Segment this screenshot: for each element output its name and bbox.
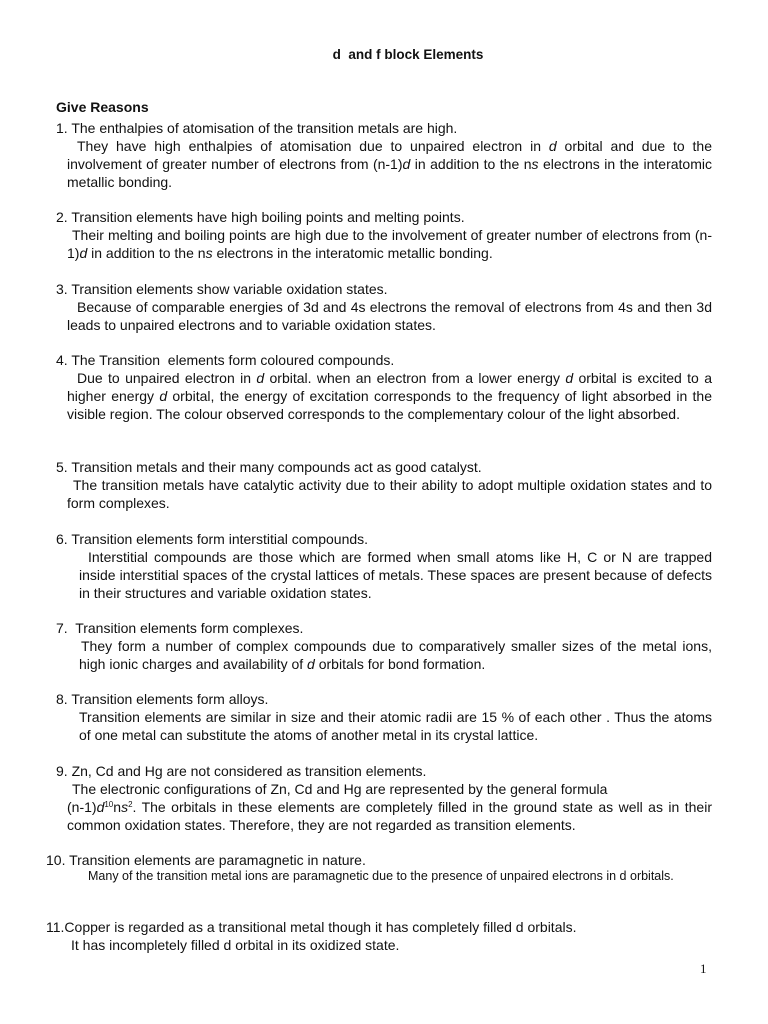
answer-text-run: orbital is excited to a higher energy	[67, 370, 712, 404]
answer-1	[67, 137, 712, 191]
answer-text-run: orbital and due to the involvement of greater number of electrons from (n-1)	[67, 138, 712, 172]
answer-text-run: The electronic configurations of Zn, Cd and Hg are represented by the general formula	[72, 781, 608, 797]
answer-text-run: d	[402, 156, 411, 172]
answer-5	[67, 476, 712, 512]
page-title: d and f block Elements	[332, 47, 484, 62]
answer-3	[67, 298, 712, 334]
question-3: 3. Transition elements show variable oxidation states.	[56, 281, 388, 297]
answer-2	[67, 226, 712, 262]
answer-10	[67, 868, 712, 885]
question-11: 11.Copper is regarded as a transitional metal though it has completely filled d orbitals.	[46, 919, 577, 935]
answer-text-run: orbital, the energy of excitation corresponds to the frequency of light absorbed in the visible region. The colour observed corresponds to the complementary colour of the light absorbed.	[67, 388, 712, 422]
question-6: 6. Transition elements form interstitial compounds.	[56, 531, 369, 547]
answer-7	[79, 637, 712, 673]
answer-text-run: They have high enthalpies of atomisation due to unpaired electron in	[77, 138, 549, 154]
answer-text-run: n	[113, 799, 122, 815]
answer-text-run: d	[548, 138, 557, 154]
answer-text-run: orbitals for bond formation.	[314, 656, 486, 672]
answer-text-run: . The orbitals in these elements are completely filled in the ground state as well as in their common oxidation states. Therefore, they are not regarded as transition elements.	[67, 799, 712, 833]
answer-6	[79, 548, 712, 602]
answer-text-run: d	[96, 799, 105, 815]
question-2: 2. Transition elements have high boiling points and melting points.	[56, 209, 465, 225]
question-7: 7. Transition elements form complexes.	[56, 620, 304, 636]
answer-text-run: s	[205, 245, 213, 261]
question-4: 4. The Transition elements form coloured compounds.	[56, 352, 395, 368]
page-number: 1	[700, 961, 707, 976]
answer-text-run: d	[565, 370, 574, 386]
answer-text-run: Transition elements are similar in size and their atomic radii are 15 % of each other . Thus the atoms of one metal can substitute the atoms of another metal in its crystal lattice.	[79, 709, 712, 743]
answer-text-run: Due to unpaired electron in	[77, 370, 257, 386]
answer-text-run: The transition metals have catalytic activity due to their ability to adopt multiple oxidation states and to form complexes.	[67, 477, 712, 511]
answer-text-run: s	[121, 799, 129, 815]
answer-text-run: electrons in the interatomic metallic bonding.	[67, 156, 712, 190]
answer-text-run: Because of comparable energies of 3d and 4s electrons the removal of electrons from 4s and then 3d leads to unpaired electrons and to variable oxidation states.	[67, 299, 712, 333]
answer-11	[71, 936, 712, 954]
question-8: 8. Transition elements form alloys.	[56, 691, 269, 707]
answer-text-run: d	[159, 388, 168, 404]
answer-text-run: d	[256, 370, 265, 386]
question-9: 9. Zn, Cd and Hg are not considered as transition elements.	[56, 763, 427, 779]
answer-text-run: It has incompletely filled d orbital in its oxidized state.	[71, 937, 400, 953]
answer-text-run: 10	[104, 800, 114, 809]
question-1: 1. The enthalpies of atomisation of the transition metals are high.	[56, 120, 458, 136]
answer-text-run: Interstitial compounds are those which are formed when small atoms like H, C or N are trapped inside interstitial spaces of the crystal lattices of metals. These spaces are present because of defects in their structures and variable oxidation states.	[79, 549, 712, 601]
question-10: 10. Transition elements are paramagnetic in nature.	[46, 852, 366, 868]
answer-text-run: orbital. when an electron from a lower energy	[264, 370, 566, 386]
answer-text-run: in addition to the n	[410, 156, 532, 172]
answer-text-run: Many of the transition metal ions are paramagnetic due to the presence of unpaired electrons in d orbitals.	[88, 869, 674, 883]
answer-text-run: (n-1)	[67, 799, 97, 815]
answer-4	[67, 369, 712, 423]
answer-text-run: in addition to the n	[87, 245, 206, 261]
answer-text-run: They form a number of complex compounds due to comparatively smaller sizes of the metal ions, high ionic charges and availability of	[79, 638, 712, 672]
answer-text-run: d	[307, 656, 315, 672]
answer-text-run: d	[79, 245, 88, 261]
answer-text-run: 2	[128, 800, 133, 809]
answer-text-run: Their melting and boiling points are high due to the involvement of greater number of electrons from (n-1)	[67, 227, 712, 261]
answer-8	[79, 708, 712, 744]
answer-9	[67, 780, 712, 834]
answer-text-run: electrons in the interatomic metallic bonding.	[212, 245, 493, 261]
section-heading: Give Reasons	[56, 99, 149, 115]
answer-text-run: s	[531, 156, 539, 172]
question-5: 5. Transition metals and their many compounds act as good catalyst.	[56, 459, 482, 475]
